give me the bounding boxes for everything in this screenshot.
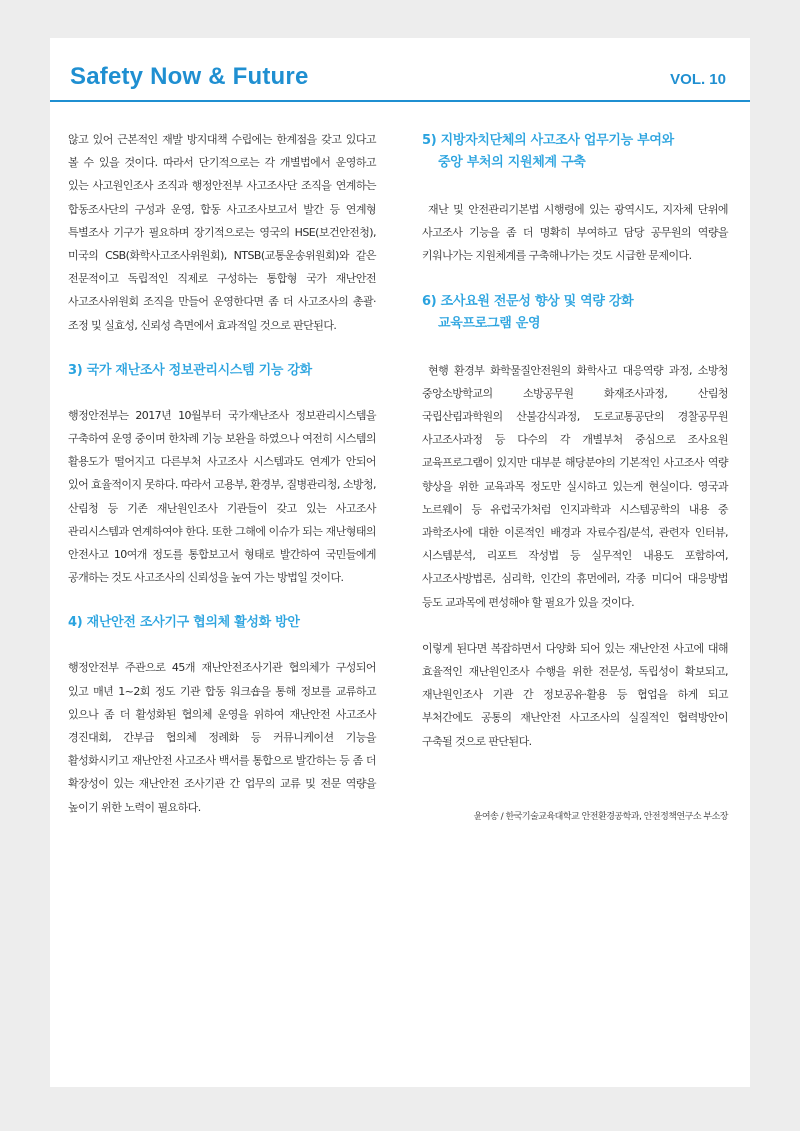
section-heading-6-line1: 6) 조사요원 전문성 향상 및 역량 강화 (422, 293, 634, 309)
section-heading-3: 3) 국가 재난조사 정보관리시스템 기능 강화 (68, 362, 312, 378)
left-column (68, 128, 376, 819)
header-divider (50, 100, 750, 102)
section-heading-4: 4) 재난안전 조사기구 협의체 활성화 방안 (68, 615, 300, 631)
paragraph: 행정안전부 주관으로 45개 재난안전조사기관 협의체가 구성되어 있고 매년 1~2회 정도 기관 합동 워크숍을 통해 정보를 교류하고 있으나 좀 더 활성화된 협의체 운영을 위하여 재난안전 사고조사 경진대회, 간부급 협의체 정례화 등 커뮤니케이션 기능을 활성화시키고 재난안전 사고조사 백서를 통합으로 발간하는 등 좀 더 확장성이 있는 재난안전 조사기관 간 업무의 교류 및 전문 역량을 높이기 위한 노력이 필요하다. (68, 661, 376, 814)
page-header (50, 38, 750, 100)
paragraph: 행정안전부는 2017년 10월부터 국가재난조사 정보관리시스템을 구축하여 운영 중이며 한차례 기능 보완을 하였으나 여전히 시스템의 활용도가 떨어지고 다른부처 사고조사 시스템과도 연계가 안되어 있어 효율적이지 못하다. 따라서 고용부, 환경부, 질병관리청, 소방청, 산림청 등 기존 재난원인조사 기관들이 갖고 있는 사고조사 관리시스템과 연계하여야 한다. 또한 그해에 이슈가 되는 재난형태의 안전사고 10여개 정도를 통합보고서 형태로 발간하여 국민들에게 공개하는 것도 사고조사의 신뢰성을 높여 가는 방법일 것이다. (68, 408, 376, 585)
section-heading-6 (422, 291, 728, 335)
section-heading-6-line2: 교육프로그램 운영 (438, 315, 541, 331)
author-credit: 윤여송 / 한국기술교육대학교 안전환경공학과, 안전정책연구소 부소장 (473, 811, 728, 822)
paragraph: 않고 있어 근본적인 재발 방지대책 수립에는 한계점을 갖고 있다고 볼 수 있을 것이다. 따라서 단기적으로는 각 개별법에서 운영하고 있는 사고원인조사 조직과 행정안전부 사고조사단 조직을 연계하는 합동조사단의 구성과 운영, 합동 사고조사보고서 발간 등 연계형 특별조사 기구가 필요하며 장기적으로는 영국의 HSE(보건안전청), 미국의 CSB(화학사고조사위원회), NTSB(교통운송위원회)와 같은 전문적이고 독립적인 직제로 구성하는 통합형 국가 재난안전 사고조사위원회 조직을 만들어 운영한다면 좀 더 사고조사의 총괄·조정 및 실효성, 신뢰성 측면에서 효과적일 것으로 판단된다. (68, 133, 376, 332)
paragraph: 재난 및 안전관리기본법 시행령에 있는 광역시도, 지자체 단위에 사고조사 기능을 좀 더 명확히 부여하고 담당 공무원의 역량을 키워나가는 지원체계를 구축해나가는 것도 시급한 문제이다. (422, 203, 728, 263)
magazine-title: Safety Now & Future (70, 63, 309, 90)
paragraph: 이렇게 된다면 복잡하면서 다양화 되어 있는 재난안전 사고에 대해 효율적인 재난원인조사 수행을 위한 전문성, 독립성이 확보되고, 재난원인조사 기관 간 정보공유·활용 등 협업을 하게 되고 부처간에도 공통의 재난안전 사고조사의 실질적인 협력방안이 구축될 것으로 판단된다. (422, 641, 728, 748)
paragraph: 현행 환경부 화학물질안전원의 화학사고 대응역량 과정, 소방청 중앙소방학교의 소방공무원 화재조사과정, 산림청 국립산림과학원의 산불감식과정, 도로교통공단의 경찰공무원 사고조사과정 등 다수의 각 개별부처 중심으로 조사요원 교육프로그램이 있지만 대부분 해당분야의 기본적인 사고조사 역량 향상을 위한 교육과목 정도만 실시하고 있는게 현실이다. 영국과 노르웨이 등 유럽국가처럼 인지과학과 시스템공학의 내용 중 과학조사에 대한 이론적인 배경과 자료수집/분석, 관련자 인터뷰, 시스템분석, 리포트 작성법 등 실무적인 내용도 포함하여, 사고조사방법론, 심리학, 인간의 휴먼에러, 각종 미디어 대응방법 등도 교과목에 편성해야 할 필요가 있을 것이다. (422, 363, 728, 609)
volume-number: VOL. 10 (670, 71, 726, 88)
page (50, 38, 750, 1087)
section-heading-5 (422, 130, 728, 174)
right-column (422, 130, 728, 822)
section-heading-5-line2: 중앙 부처의 지원체계 구축 (438, 155, 586, 170)
section-heading-5-line1: 5) 지방자치단체의 사고조사 업무기능 부여와 (422, 133, 674, 148)
